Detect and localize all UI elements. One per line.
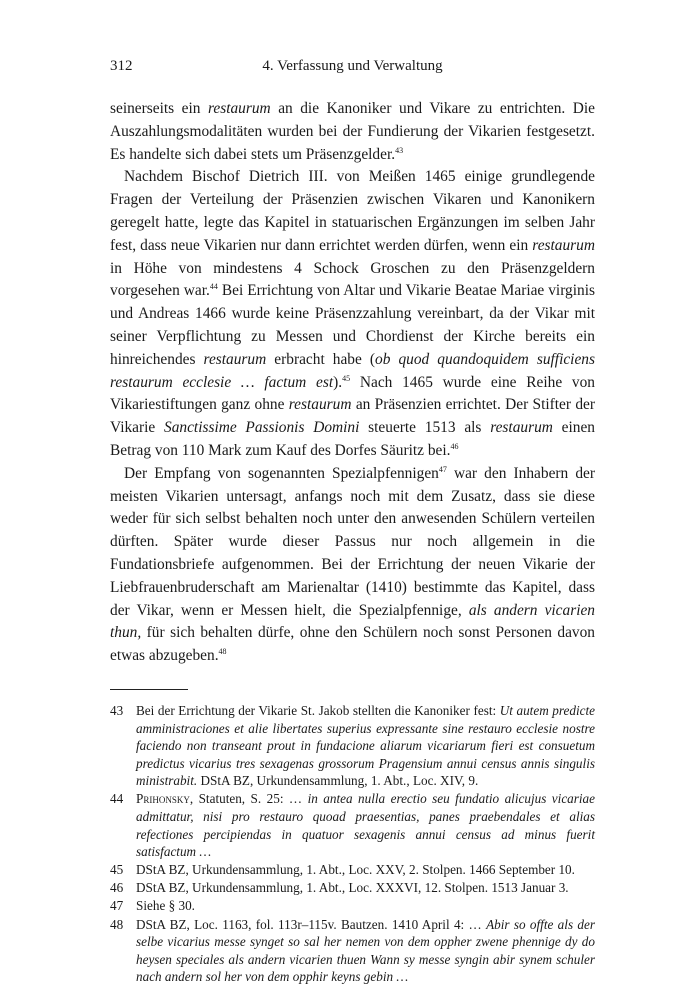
- main-text: [110, 98, 595, 668]
- text-run: DStA BZ, Urkundensammlung, 1. Abt., Loc. XIV, 9.: [197, 773, 479, 789]
- text-run: erbracht habe (: [266, 350, 376, 368]
- text-run: für sich behalten dürfe, ohne den Schülern noch sonst Personen davon etwas abzugeben.: [110, 624, 595, 665]
- footnote: [110, 861, 595, 879]
- footnote-ref: 46: [450, 441, 459, 451]
- text-run: DStA BZ, Loc. 1163, fol. 113r–115v. Bautzen. 1410 April 4: …: [136, 916, 487, 932]
- footnote-text: [136, 916, 595, 986]
- italic-term: restaurum: [203, 350, 267, 368]
- footnote-ref: 48: [218, 647, 227, 657]
- paragraph-2: [110, 166, 595, 462]
- footnote-text: [136, 790, 595, 860]
- italic-term: Sanctissime Passionis Domini: [164, 419, 360, 437]
- footnote-ref: 44: [209, 282, 218, 292]
- paragraph-3: [110, 463, 595, 668]
- text-run: Nachdem Bischof Dietrich III. von Meißen 1465 einige grundlegende Fragen der Verteilung der Präsenzien zwischen Vikaren und Kanonikern geregelt hatte, legte das Kapitel in statuarischen Ergänzungen im selben Jahr fest, dass neue Vikarien nur dann errichtet werden dürfen, wenn ein: [110, 168, 595, 254]
- italic-quote: in antea nulla erectio seu fundatio alicujus vicariae admittatur, nisi pro restauro quoad praesentias, panes praebendales et alias refectiones percipiendas in quatuor sexagenis annui census ad minus fuerit satisfactum …: [136, 791, 596, 860]
- book-page: [110, 58, 595, 986]
- author-name: Prihonsky: [136, 791, 190, 807]
- text-run: Bei Errichtung von Altar und Vikarie Beatae Mariae virginis und Andreas 1466 wurde keine Präsenzzahlung vereinbart, da der Vikar mit seiner Verpflichtung zu Messen und Chordienst der Kirche bereits ein hinreichendes: [110, 282, 595, 368]
- text-run: seinerseits ein: [110, 100, 208, 117]
- footnote-ref: 43: [395, 145, 404, 155]
- footnote-number: 48: [110, 916, 124, 932]
- italic-term: restaurum: [490, 419, 553, 437]
- footnote: [110, 897, 595, 915]
- footnote-ref: 47: [438, 464, 447, 474]
- italic-quote: ob quod quandoquidem sufficiens restaurum ecclesie … factum est: [110, 350, 595, 391]
- italic-term: restaurum: [207, 100, 271, 117]
- footnote: [110, 790, 595, 860]
- footnote-ref: 45: [342, 373, 351, 383]
- text-run: Der Empfang von sogenannten Spezialpfennigen: [124, 464, 439, 482]
- page-header: [110, 58, 595, 84]
- text-run: ).: [333, 373, 343, 391]
- paragraph-1: [110, 98, 595, 166]
- italic-term: restaurum: [532, 236, 595, 254]
- text-run: war den Inhabern der meisten Vikarien untersagt, anfangs noch mit dem Zusatz, dass sie diese weder für sich selbst behalten noch unter den anwesenden Schülern verteilen dürften. Später wurde dieser Passus nur noch allgemein in die Fundationsbriefe aufgenommen. Bei der Errichtung der neuen Vikarie der Liebfrauenbruderschaft am Marienaltar (1410) bestimmte das Kapitel, dass der Vikar, wenn er Messen hielt, die Spezialpfennige,: [110, 464, 596, 619]
- footnote-number: 43: [110, 702, 124, 718]
- italic-quote: als andern vicarien thun,: [110, 601, 595, 642]
- italic-quote: Abir so offte als der selbe vicarius messe synget so sal her nemen von dem oppher zwene phennige dy do heysen speciales als andern vicarien thuen Wann sy messe syngin abir synem schuler nach andern sol her von dem opphir keyns gebin …: [136, 916, 595, 985]
- footnote-text: DStA BZ, Urkundensammlung, 1. Abt., Loc. XXV, 2. Stolpen. 1466 September 10.: [136, 862, 575, 878]
- footnote-text: Siehe § 30.: [136, 898, 195, 914]
- footnote: [110, 879, 595, 897]
- running-title: 4. Verfassung und Verwaltung: [262, 58, 443, 74]
- text-run: einen Betrag von 110 Mark zum Kauf des Dorfes Säuritz bei.: [110, 419, 596, 459]
- footnote-number: 47: [110, 898, 124, 914]
- footnote: [110, 702, 595, 790]
- italic-quote: Ut autem predicte amministraciones et alie libertates superius expressante sine restauro ecclesie nostre faciendo non transeant prout in fundacione aliarum vicariarum fieri est consuetum predictus vicarius tres sexagenas grossorum Pragensium annui census annis singulis ministrabit.: [136, 702, 595, 789]
- footnote: [110, 916, 595, 986]
- footnote-text: DStA BZ, Urkundensammlung, 1. Abt., Loc. XXXVI, 12. Stolpen. 1513 Januar 3.: [136, 880, 569, 896]
- footnote-text: [136, 702, 595, 790]
- footnote-number: 45: [110, 862, 124, 878]
- italic-term: restaurum: [288, 396, 352, 414]
- footnotes: [110, 702, 595, 986]
- text-run: in Höhe von mindestens 4 Schock Groschen zu den Präsenzgeldern vorgesehen war.: [110, 259, 595, 300]
- footnote-number: 46: [110, 880, 124, 896]
- text-run: an die Kanoniker und Vikare zu entrichten. Die Auszahlungsmodalitäten wurden bei der Fundierung der Vikarien festgesetzt. Es handelte sich dabei stets um Präsenzgelder.: [110, 100, 595, 163]
- footnote-number: 44: [110, 791, 124, 807]
- text-run: steuerte 1513 als: [359, 419, 491, 437]
- page-number: 312: [110, 58, 133, 74]
- text-run: , Statuten, S. 25: …: [189, 791, 308, 807]
- text-run: Nach 1465 wurde eine Reihe von Vikariestiftungen ganz ohne: [110, 373, 596, 414]
- text-run: Bei der Errichtung der Vikarie St. Jakob stellten die Kanoniker fest:: [136, 702, 500, 718]
- footnote-separator: [110, 689, 188, 690]
- text-run: an Präsenzien errichtet. Der Stifter der Vikarie: [110, 396, 595, 437]
